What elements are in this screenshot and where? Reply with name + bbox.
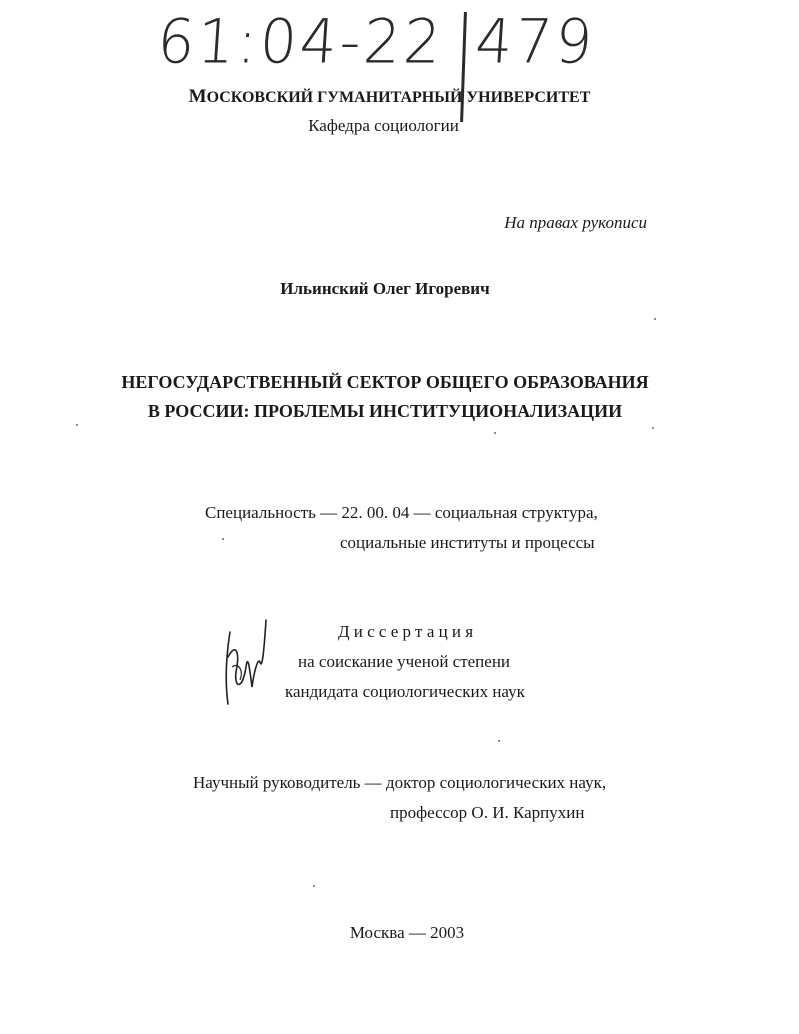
dissertation-degree-line-1: на соискание ученой степени	[298, 652, 511, 671]
archive-code-handwritten	[155, 6, 597, 77]
archive-code-right: 479	[473, 6, 598, 78]
specialty-line-2: социальные институты и процессы	[340, 533, 595, 552]
manuscript-note: На правах рукописи	[504, 213, 647, 232]
thesis-title-line-1: НЕГОСУДАРСТВЕННЫЙ СЕКТОР ОБЩЕГО ОБРАЗОВАНИЯ	[121, 372, 649, 392]
scan-speck	[76, 424, 78, 426]
scan-speck	[313, 885, 315, 887]
signature-mark	[222, 612, 272, 707]
scan-speck	[222, 538, 224, 540]
specialty-line-1: Специальность — 22. 00. 04 — социальная структура,	[205, 503, 598, 522]
scan-speck	[494, 432, 496, 434]
archive-code-left: 61:04-22	[155, 6, 446, 78]
scan-speck	[498, 740, 500, 742]
scan-speck	[652, 427, 654, 429]
supervisor-line-2: профессор О. И. Карпухин	[390, 803, 585, 822]
city-year: Москва — 2003	[349, 923, 465, 942]
author-name: Ильинский Олег Игоревич	[280, 279, 490, 298]
department-name: Кафедра социологии	[308, 116, 459, 135]
dissertation-degree-line-2: кандидата социологических наук	[285, 682, 525, 701]
supervisor-line-1: Научный руководитель — доктор социологических наук,	[193, 773, 607, 792]
university-name: МОСКОВСКИЙ ГУМАНИТАРНЫЙ УНИВЕРСИТЕТ	[188, 86, 591, 107]
scan-speck	[654, 318, 656, 320]
dissertation-label: Диссертация	[338, 622, 478, 641]
thesis-title-line-2: В РОССИИ: ПРОБЛЕМЫ ИНСТИТУЦИОНАЛИЗАЦИИ	[147, 401, 623, 421]
